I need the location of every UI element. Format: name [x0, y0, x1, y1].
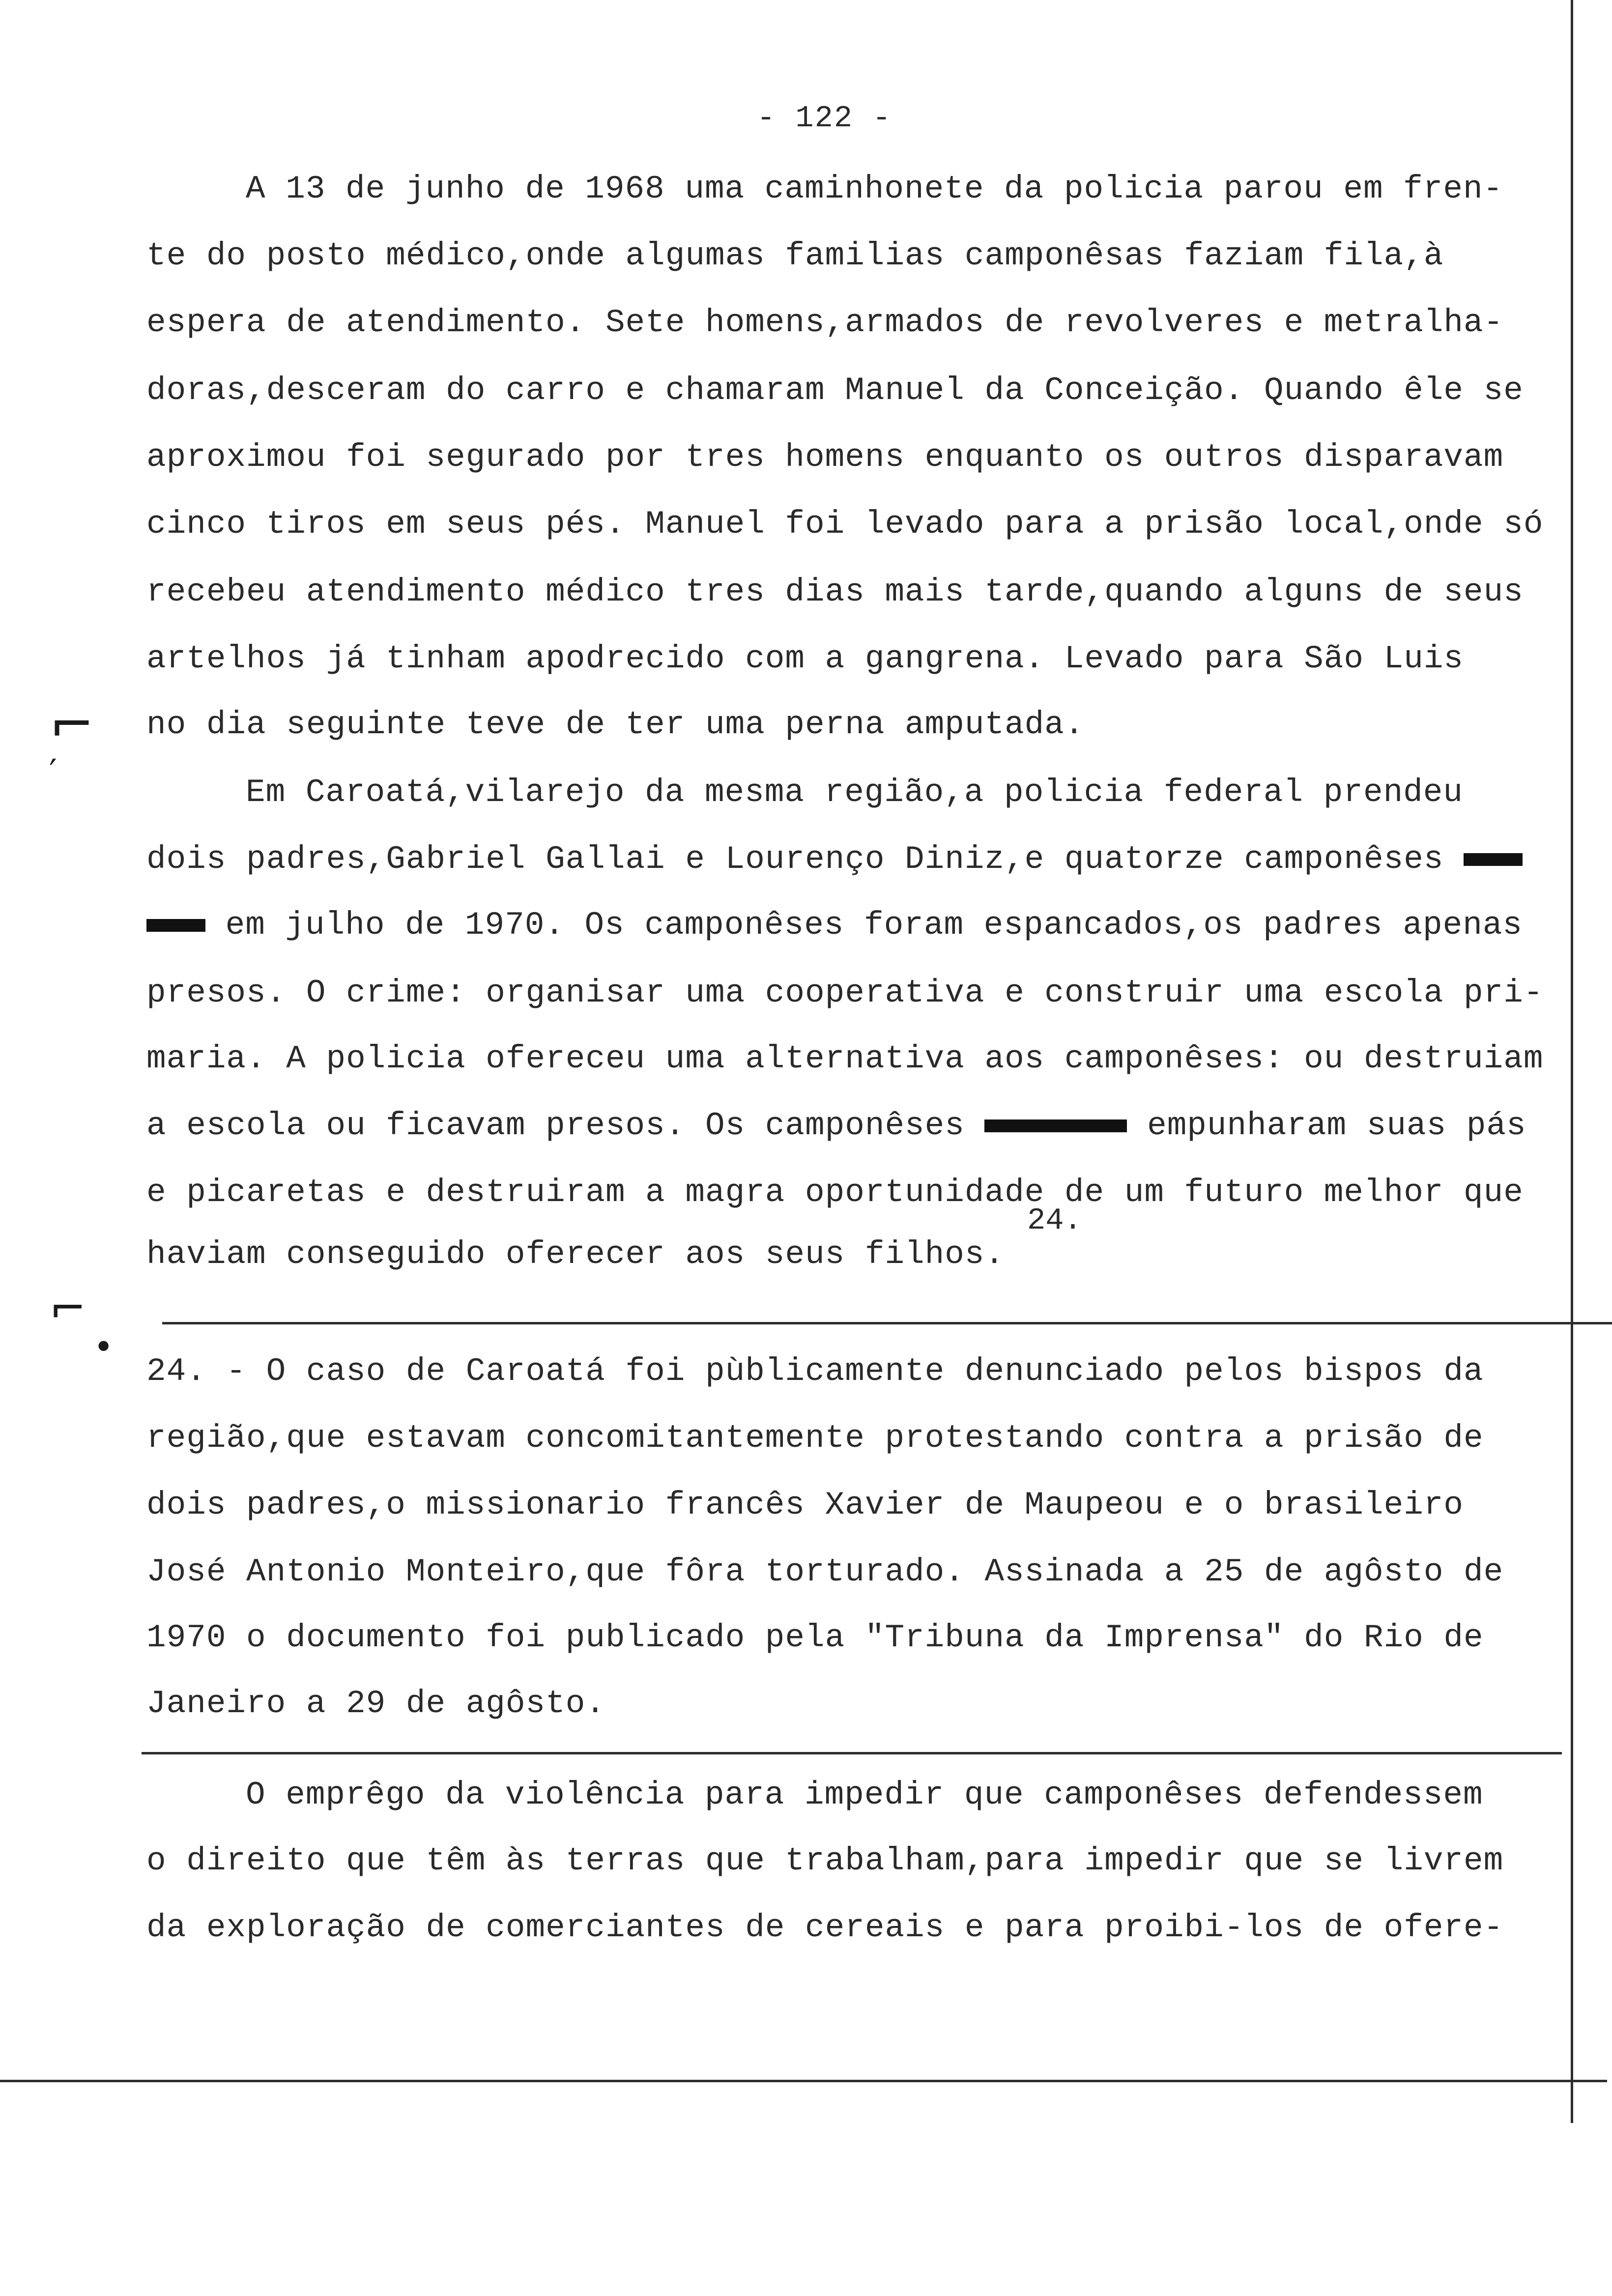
paragraph-2-line-6-text-a: a escola ou ficavam presos. Os camponêses: [146, 1107, 965, 1144]
footnote-line-6: Janeiro a 29 de agôsto.: [146, 1685, 605, 1722]
paragraph-1-line-9: no dia seguinte teve de ter uma perna amputada.: [146, 706, 1085, 743]
paragraph-2-line-1: Em Caroatá,vilarejo da mesma região,a policia federal prendeu: [246, 774, 1463, 811]
footnote-top-rule: [162, 1322, 1612, 1324]
paragraph-1-line-5: aproximou foi segurado por tres homens enquanto os outros disparavam: [146, 439, 1504, 476]
paragraph-2-line-6: [146, 1107, 1526, 1144]
bottom-rule: [0, 2080, 1607, 2082]
paragraph-2-line-8: haviam conseguido oferecer aos seus filhos.: [146, 1236, 1005, 1273]
redaction-bar: [1464, 853, 1523, 866]
paragraph-2-line-5: maria. A policia ofereceu uma alternativa aos camponêses: ou destruiam: [146, 1040, 1544, 1077]
paragraph-2-line-6-text-b: empunharam suas pás: [1147, 1107, 1526, 1144]
footnote-bottom-rule: [142, 1752, 1562, 1754]
paragraph-3-line-3: da exploração de comerciantes de cereais e para proibi-los de ofere-: [146, 1909, 1504, 1946]
scan-bracket-icon: ⌐: [49, 1283, 86, 1334]
footnote-reference: 24.: [1027, 1203, 1082, 1238]
footnote-line-4: José Antonio Monteiro,que fôra torturado. Assinada a 25 de agôsto de: [146, 1553, 1504, 1590]
footnote-line-3: dois padres,o missionario francês Xavier de Maupeou e o brasileiro: [146, 1487, 1464, 1523]
redaction-bar: [146, 919, 205, 932]
footnote-line-1: 24. - O caso de Caroatá foi pùblicamente denunciado pelos bispos da: [146, 1353, 1484, 1390]
paragraph-2-line-3-text: em julho de 1970. Os camponêses foram espancados,os padres apenas: [225, 907, 1523, 944]
redaction-bar: [984, 1119, 1127, 1132]
scan-mark-icon: ′: [49, 752, 57, 792]
footnote-line-2: região,que estavam concomitantemente protestando contra a prisão de: [146, 1420, 1484, 1457]
paragraph-1-line-2: te do posto médico,onde algumas familias camponêsas faziam fila,à: [146, 237, 1444, 274]
paragraph-2-line-2: [146, 843, 1523, 876]
scan-dot-icon: •: [93, 1327, 114, 1367]
paragraph-1-line-3: espera de atendimento. Sete homens,armados de revolveres e metralha-: [146, 304, 1504, 341]
paragraph-2-line-7: e picaretas e destruiram a magra oportunidade de um futuro melhor que: [146, 1174, 1524, 1211]
paragraph-1-line-4: doras,desceram do carro e chamaram Manuel da Conceição. Quando êle se: [146, 372, 1524, 409]
paragraph-3-line-1: O emprêgo da violência para impedir que camponêses defendessem: [246, 1777, 1483, 1813]
paragraph-1-line-8: artelhos já tinham apodrecido com a gangrena. Levado para São Luis: [146, 640, 1464, 677]
paragraph-3-line-2: o direito que têm às terras que trabalham,para impedir que se livrem: [146, 1842, 1504, 1879]
paragraph-1-line-6: cinco tiros em seus pés. Manuel foi levado para a prisão local,onde só: [146, 506, 1544, 543]
paragraph-1-line-7: recebeu atendimento médico tres dias mais tarde,quando alguns de seus: [146, 574, 1524, 610]
footnote-line-5: 1970 o documento foi publicado pela "Tribuna da Imprensa" do Rio de: [146, 1619, 1484, 1656]
paragraph-2-line-2-text: dois padres,Gabriel Gallai e Lourenço Diniz,e quatorze camponêses: [146, 841, 1444, 878]
page-number: - 122 -: [757, 101, 892, 136]
scan-bracket-icon: ⌐: [49, 693, 95, 756]
right-margin-line: [1571, 0, 1573, 2123]
paragraph-2-line-3: [146, 909, 1523, 942]
paragraph-1-line-1: A 13 de junho de 1968 uma caminhonete da policia parou em fren-: [246, 171, 1503, 207]
paragraph-2-line-4: presos. O crime: organisar uma cooperativa e construir uma escola pri-: [146, 975, 1544, 1011]
